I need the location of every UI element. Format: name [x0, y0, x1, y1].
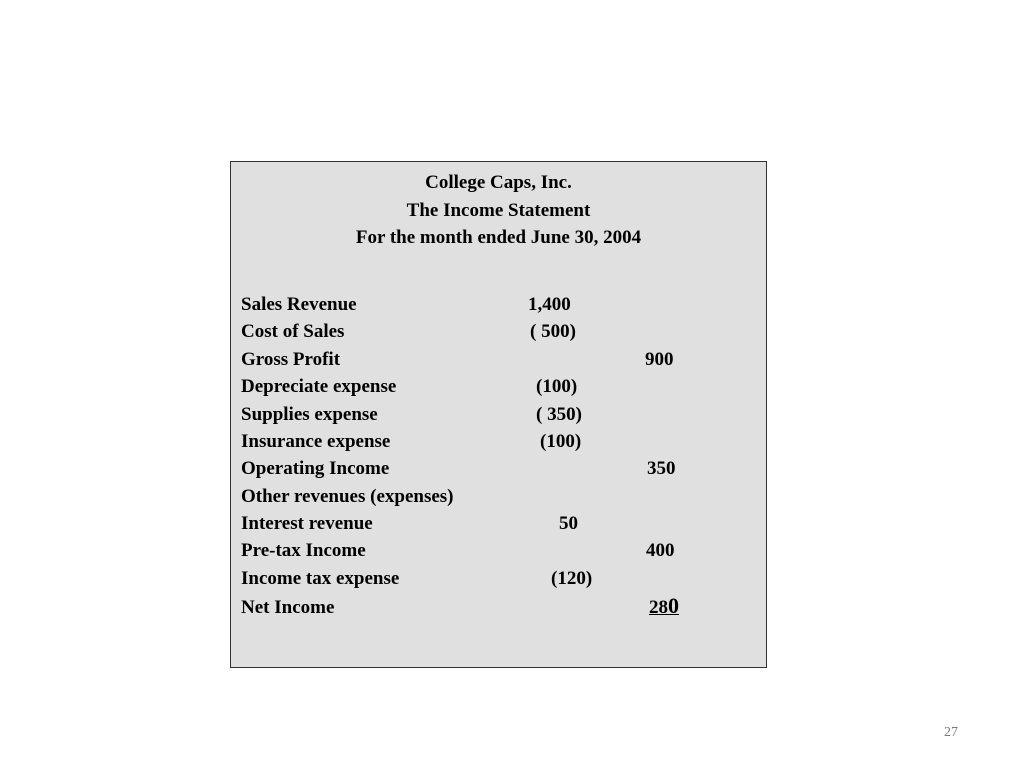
row-label-insurance-expense: Insurance expense — [241, 431, 391, 452]
company-name: College Caps, Inc. — [425, 172, 572, 193]
row-total-gross-profit: 900 — [645, 349, 674, 370]
row-label-income-tax-expense: Income tax expense — [241, 568, 400, 589]
slide-page-number: 27 — [944, 725, 958, 740]
row-label-pre-tax-income: Pre-tax Income — [241, 540, 366, 561]
row-amount-cost-of-sales: ( 500) — [530, 321, 576, 342]
net-income-last-digit: 0 — [668, 593, 679, 618]
statement-period: For the month ended June 30, 2004 — [355, 227, 642, 248]
row-label-gross-profit: Gross Profit — [241, 349, 341, 370]
row-label-supplies-expense: Supplies expense — [241, 404, 378, 425]
row-amount-insurance-expense: (100) — [540, 431, 582, 452]
row-label-interest-revenue: Interest revenue — [241, 513, 373, 534]
row-total-operating-income: 350 — [647, 458, 676, 479]
row-label-depreciate-expense: Depreciate expense — [241, 376, 397, 397]
row-label-operating-income: Operating Income — [241, 458, 390, 479]
statement-title: The Income Statement — [406, 200, 591, 221]
row-amount-supplies-expense: ( 350) — [536, 404, 582, 425]
row-label-sales-revenue: Sales Revenue — [241, 294, 357, 315]
row-amount-sales-revenue: 1,400 — [528, 294, 571, 315]
row-amount-depreciate-expense: (100) — [536, 376, 578, 397]
row-label-other-revenues: Other revenues (expenses) — [241, 486, 454, 507]
row-label-cost-of-sales: Cost of Sales — [241, 321, 345, 342]
row-amount-interest-revenue: 50 — [559, 513, 578, 534]
row-total-pre-tax-income: 400 — [646, 540, 675, 561]
row-amount-income-tax-expense: (120) — [551, 568, 593, 589]
row-total-net-income — [649, 595, 679, 619]
income-statement-box — [230, 161, 767, 668]
row-label-net-income: Net Income — [241, 597, 335, 618]
net-income-digits: 28 — [649, 597, 668, 618]
